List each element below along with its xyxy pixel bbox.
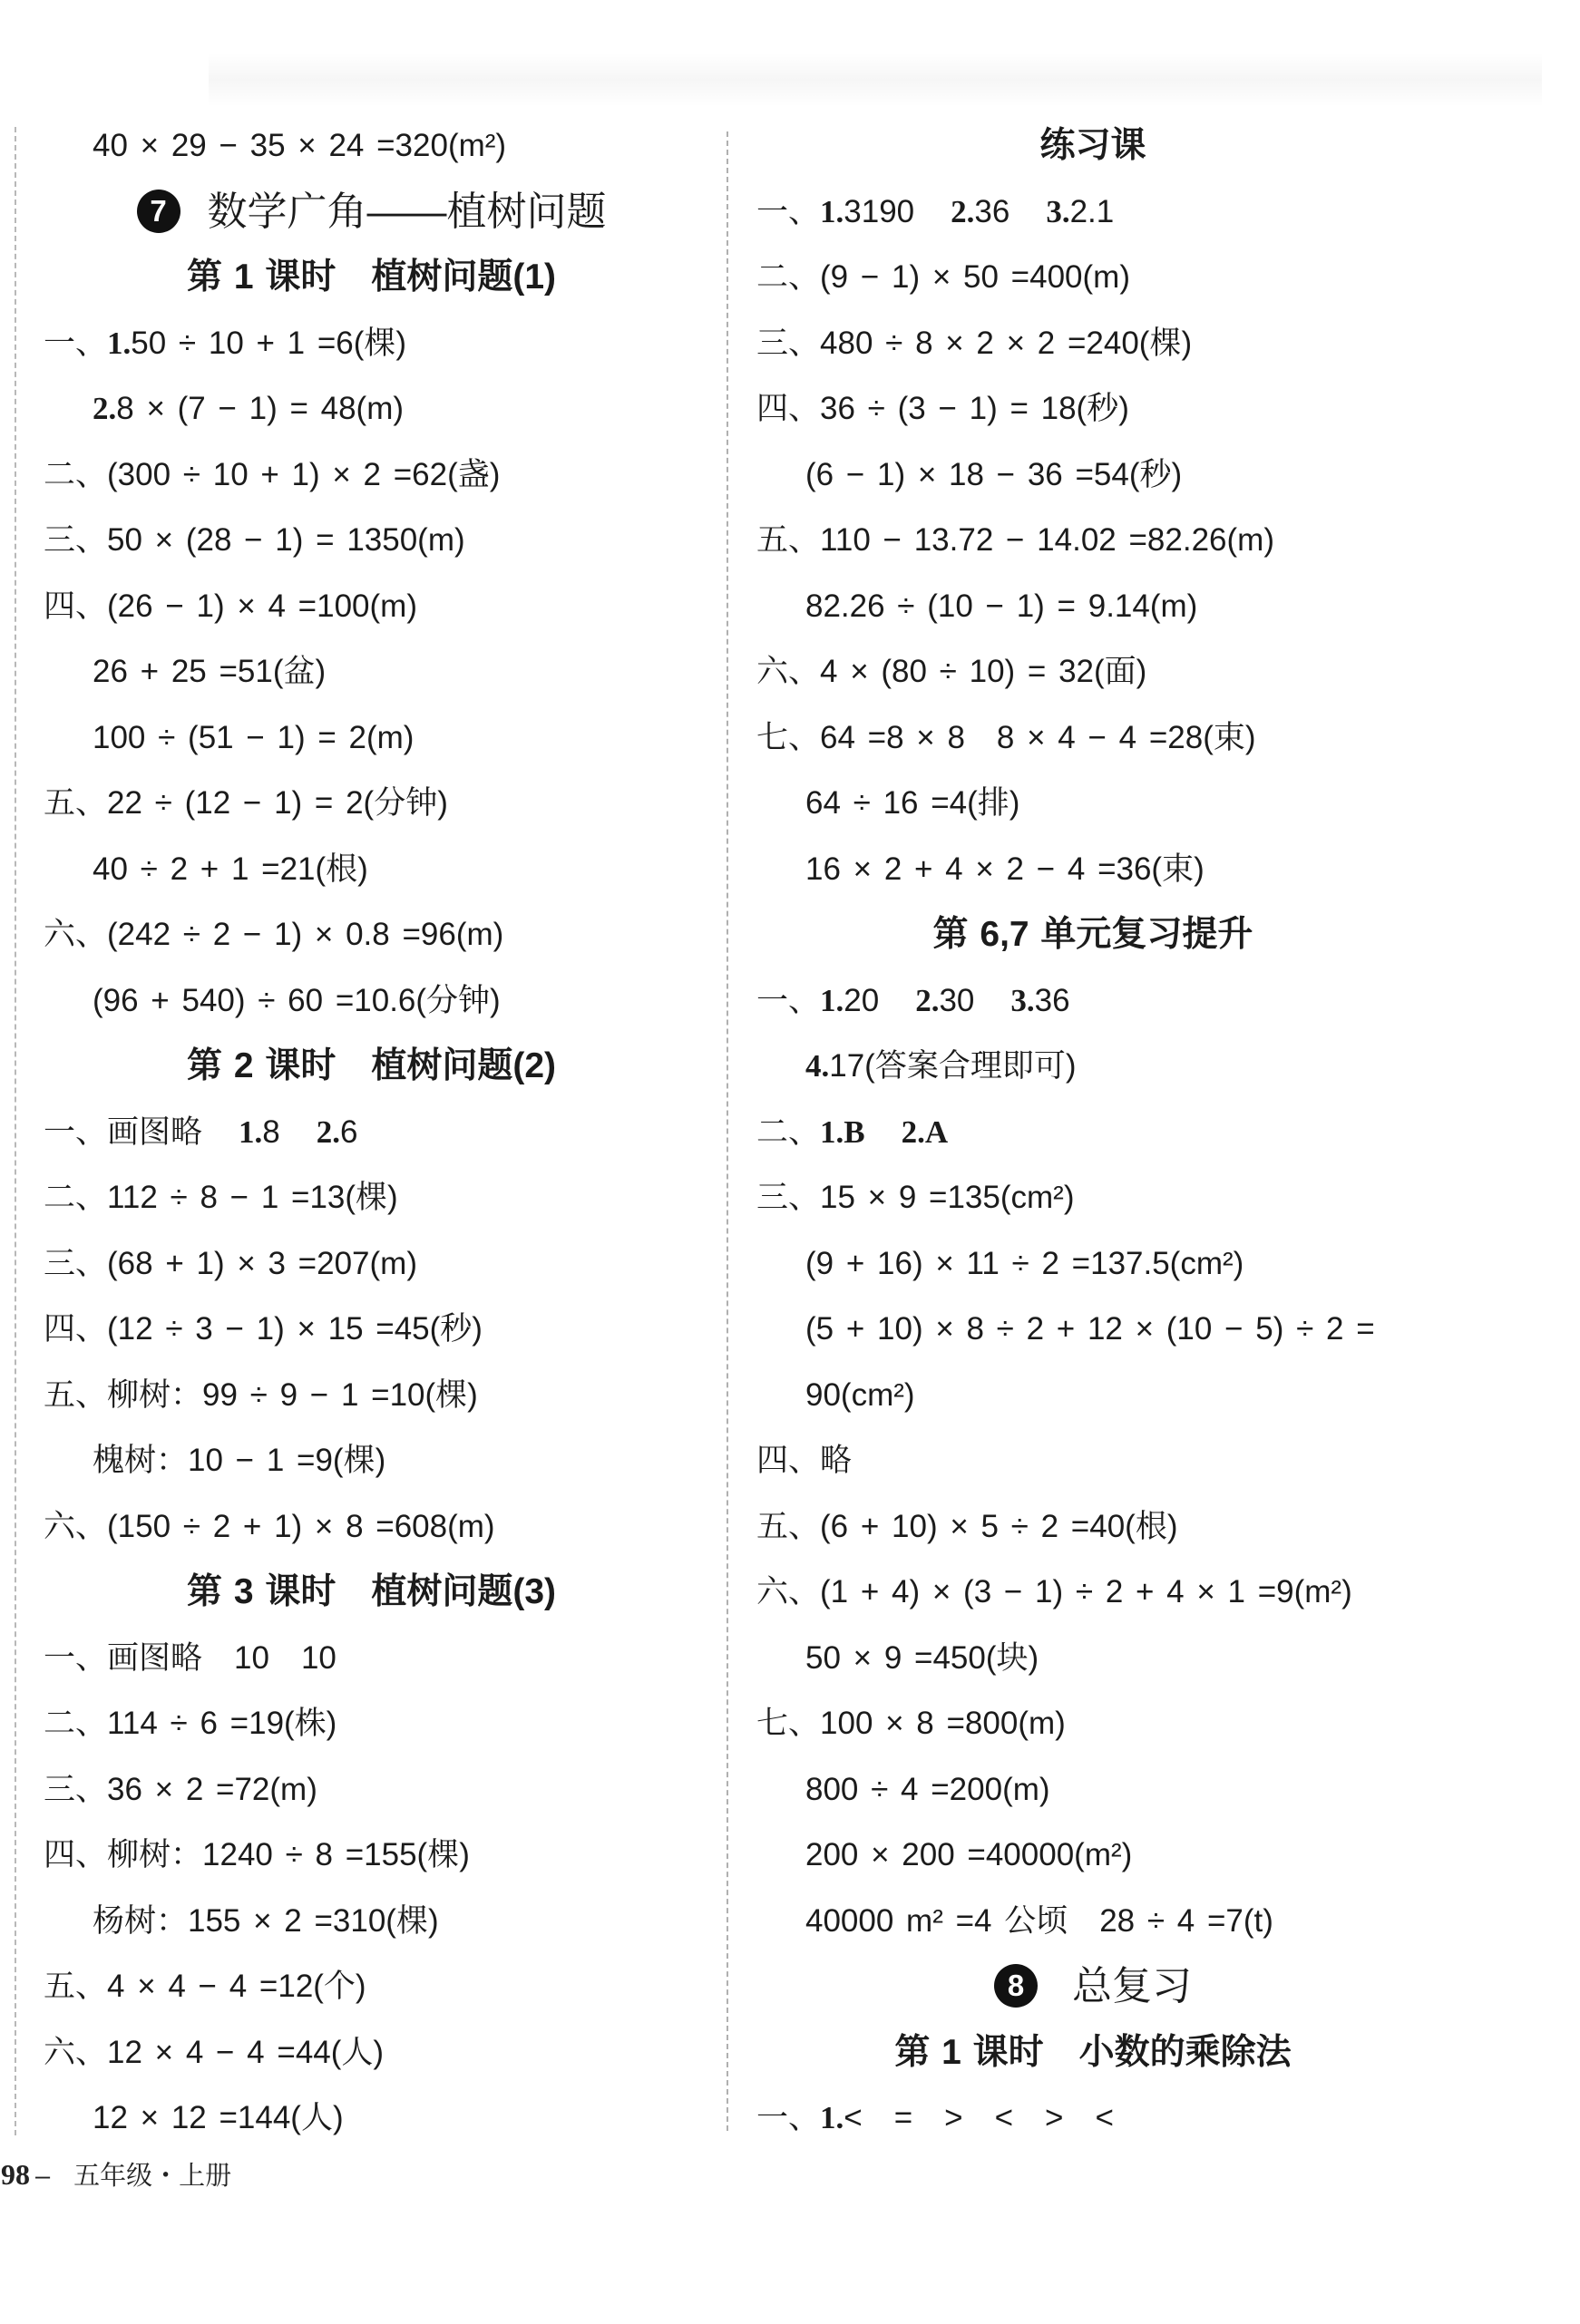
answer-text: 8 × (7 − 1) = 48(m) <box>116 391 405 426</box>
answer-text: (1 + 4) × (3 − 1) ÷ 2 + 4 × 1 =9(m²) <box>820 1574 1352 1609</box>
question-label: 一、 <box>756 193 821 229</box>
book-label: 五年级・上册 <box>73 2162 232 2191</box>
answer-text: (300 ÷ 10 + 1) × 2 =62(盏) <box>107 456 501 492</box>
answer-part <box>902 1114 949 1150</box>
question-label: 二、 <box>44 1706 108 1741</box>
answer-part <box>820 983 879 1018</box>
answer-line <box>44 1691 699 1757</box>
answer-line <box>44 574 699 640</box>
carry-over-answer: 40 × 29 − 35 × 24 =320(m²) <box>93 128 507 163</box>
item-number: 2. <box>93 391 117 426</box>
question-label: 六、 <box>756 1574 821 1609</box>
answer-text: 2.1 <box>1069 193 1115 229</box>
question-label: 一、 <box>44 325 108 361</box>
answer-text: 64 ÷ 16 =4(排) <box>805 785 1020 821</box>
answer-line <box>44 1626 699 1692</box>
question-label: 六、 <box>756 654 821 689</box>
answer-text: 36 <box>974 193 1010 229</box>
answer-part <box>1010 983 1069 1018</box>
answer-line <box>44 1757 699 1823</box>
answer-part <box>951 194 1009 229</box>
question-label: 二、 <box>756 1113 821 1150</box>
answer-line <box>756 1100 1429 1166</box>
page-edge-line <box>15 127 16 2135</box>
item-number: 1. <box>820 982 844 1018</box>
answer-text: (5 + 10) × 8 ÷ 2 + 12 × (10 − 5) ÷ 2 = <box>805 1311 1375 1347</box>
answer-text: B <box>844 1113 865 1150</box>
answer-text: 画图略 <box>107 1113 203 1150</box>
answer-line <box>44 1363 699 1429</box>
answer-text: (68 + 1) × 3 =207(m) <box>107 1245 417 1281</box>
answer-text: 12 × 12 =144(人) <box>93 2100 344 2135</box>
answer-text: 112 ÷ 8 − 1 =13(棵) <box>107 1180 398 1215</box>
item-number: 4. <box>805 1048 830 1084</box>
answer-text: 6 <box>340 1113 358 1150</box>
answer-line <box>44 442 699 509</box>
question-label: 五、 <box>756 522 821 558</box>
unit-number-badge: 8 <box>994 1964 1038 2008</box>
answer-line <box>756 376 1429 442</box>
answer-line <box>44 1823 699 1889</box>
answer-line <box>756 639 1429 705</box>
answer-line <box>756 180 1429 246</box>
answer-line <box>756 705 1429 772</box>
answer-line <box>44 902 699 968</box>
answer-text: 64 =8 × 8 8 × 4 − 4 =28(束) <box>820 719 1256 755</box>
answer-text: 4 × (80 ÷ 10) = 32(面) <box>820 654 1147 689</box>
answer-line <box>756 1823 1429 1889</box>
answer-line <box>756 574 1429 640</box>
item-number: 2. <box>951 193 975 229</box>
answer-line <box>756 1691 1429 1757</box>
answer-text: 480 ÷ 8 × 2 × 2 =240(棵) <box>820 325 1193 361</box>
answer-line <box>756 311 1429 377</box>
answer-line <box>44 508 699 574</box>
lesson-title: 第 3 课时 植树问题(3) <box>186 1572 557 1611</box>
answer-line <box>44 837 699 903</box>
answer-line <box>44 1889 699 1955</box>
answer-part <box>317 1114 358 1150</box>
answer-text: (96 + 540) ÷ 60 =10.6(分钟) <box>93 982 501 1018</box>
answer-text: 柳树：99 ÷ 9 − 1 =10(棵) <box>107 1376 478 1413</box>
answer-text: 30 <box>939 982 975 1018</box>
answer-line <box>44 1297 699 1363</box>
question-label: 四、 <box>756 391 821 426</box>
answer-line <box>756 1231 1429 1298</box>
lesson-title: 第 2 课时 植树问题(2) <box>186 1046 557 1085</box>
answer-text: (9 − 1) × 50 =400(m) <box>820 259 1130 295</box>
question-label: 六、 <box>44 1508 108 1544</box>
question-label: 五、 <box>44 1376 108 1413</box>
answer-line <box>44 1494 699 1561</box>
answer-line <box>756 837 1429 903</box>
answer-part <box>915 983 974 1018</box>
question-label: 七、 <box>756 719 821 755</box>
answer-line <box>44 639 699 705</box>
answer-line <box>756 1165 1429 1231</box>
answer-line <box>44 2020 699 2086</box>
question-label: 四、 <box>44 1311 108 1347</box>
answer-line <box>756 1297 1429 1363</box>
answer-line <box>756 1363 1429 1429</box>
question-label: 二、 <box>44 1180 108 1215</box>
answer-text: 36 <box>1034 982 1070 1018</box>
answer-line <box>756 508 1429 574</box>
answer-text: 3190 <box>844 193 915 229</box>
question-label: 二、 <box>756 259 821 295</box>
page-footer <box>1 2155 231 2193</box>
question-label: 四、 <box>756 1443 821 1478</box>
answer-text: 82.26 ÷ (10 − 1) = 9.14(m) <box>805 588 1198 624</box>
answer-text: 90(cm²) <box>805 1376 915 1413</box>
lesson-title: 第 1 课时 小数的乘除法 <box>894 2032 1292 2072</box>
answer-text: 槐树：10 − 1 =9(棵) <box>93 1443 386 1478</box>
answer-text: 100 × 8 =800(m) <box>820 1706 1066 1741</box>
answer-text: (242 ÷ 2 − 1) × 0.8 =96(m) <box>107 917 504 952</box>
question-label: 三、 <box>44 522 108 558</box>
answer-line <box>756 442 1429 509</box>
answer-line <box>756 1034 1429 1100</box>
answer-text: (9 + 16) × 11 ÷ 2 =137.5(cm²) <box>805 1245 1244 1281</box>
answer-text: 8 <box>262 1113 280 1150</box>
item-number: 2. <box>915 982 940 1018</box>
question-label: 五、 <box>756 1508 821 1544</box>
lesson-title: 练习课 <box>1039 126 1146 165</box>
question-label: 一、 <box>44 1113 108 1150</box>
answer-text: 50 ÷ 10 + 1 =6(棵) <box>131 325 407 361</box>
answer-line <box>44 771 699 837</box>
question-label: 六、 <box>44 2034 108 2070</box>
answer-line <box>44 376 699 442</box>
answer-line <box>756 2086 1429 2152</box>
answer-text: (6 − 1) × 18 − 36 =54(秒) <box>805 456 1183 492</box>
unit-title: 总复习 <box>1072 1964 1192 2008</box>
question-label: 六、 <box>44 917 108 952</box>
left-column <box>44 113 699 2152</box>
question-label: 三、 <box>756 1180 821 1215</box>
answer-text: 15 × 9 =135(cm²) <box>820 1180 1075 1215</box>
question-label: 五、 <box>44 1969 108 2004</box>
scan-shading <box>209 53 1542 107</box>
answer-line <box>44 705 699 772</box>
answer-text: 画图略 10 10 <box>107 1639 336 1676</box>
item-number: 1. <box>820 2100 844 2135</box>
item-number: 1. <box>239 1113 263 1150</box>
answer-line <box>44 1165 699 1231</box>
answer-text: 100 ÷ (51 − 1) = 2(m) <box>93 719 415 755</box>
unit-heading <box>44 180 699 246</box>
answer-line <box>756 245 1429 311</box>
question-label: 一、 <box>756 2100 821 2135</box>
answer-text: 50 × (28 − 1) = 1350(m) <box>107 522 465 558</box>
answer-line <box>756 1626 1429 1692</box>
lesson-title: 第 6,7 单元复习提升 <box>932 915 1253 954</box>
answer-text: (26 − 1) × 4 =100(m) <box>107 588 417 624</box>
item-number: 2. <box>316 1113 340 1150</box>
item-number: 3. <box>1010 982 1035 1018</box>
question-label: 三、 <box>756 325 821 361</box>
answer-part <box>820 1114 865 1150</box>
answer-line <box>756 1757 1429 1823</box>
answer-text: 114 ÷ 6 =19(株) <box>107 1706 337 1741</box>
answer-text: 40 ÷ 2 + 1 =21(根) <box>93 851 368 887</box>
answer-part <box>1046 194 1114 229</box>
answer-text: < = > < > < <box>844 2100 1114 2135</box>
question-label: 三、 <box>44 1245 108 1281</box>
answer-text: 略 <box>820 1443 853 1478</box>
answer-part <box>239 1114 280 1150</box>
answer-text: (12 ÷ 3 − 1) × 15 =45(秒) <box>107 1311 483 1347</box>
item-number: 1. <box>107 325 132 361</box>
question-label: 四、 <box>44 588 108 624</box>
answer-line <box>756 1494 1429 1561</box>
answer-text: 12 × 4 − 4 =44(人) <box>107 2034 385 2070</box>
answer-text: 50 × 9 =450(块) <box>805 1639 1039 1676</box>
answer-line <box>756 968 1429 1035</box>
right-column <box>756 113 1429 2152</box>
answer-text: 26 + 25 =51(盆) <box>93 654 327 689</box>
unit-heading <box>756 1954 1429 2020</box>
answer-text: 110 − 13.72 − 14.02 =82.26(m) <box>820 522 1274 558</box>
item-number: 2. <box>901 1113 925 1150</box>
item-number: 1. <box>820 1113 844 1150</box>
answer-text: 22 ÷ (12 − 1) = 2(分钟) <box>107 785 448 821</box>
answer-line <box>44 1428 699 1494</box>
question-label: 三、 <box>44 1771 108 1807</box>
answer-text: 柳树：1240 ÷ 8 =155(棵) <box>107 1837 470 1872</box>
answer-text: 17(答案合理即可) <box>829 1048 1077 1084</box>
page-number: 98 <box>1 2158 30 2191</box>
answer-text: 36 × 2 =72(m) <box>107 1771 317 1807</box>
question-label: 一、 <box>44 1639 108 1676</box>
answer-text: (150 ÷ 2 + 1) × 8 =608(m) <box>107 1508 495 1544</box>
answer-text: 200 × 200 =40000(m²) <box>805 1837 1133 1872</box>
answer-part <box>820 194 914 229</box>
answer-line <box>44 311 699 377</box>
answer-text: A <box>924 1113 949 1150</box>
answer-text: 16 × 2 + 4 × 2 − 4 =36(束) <box>805 851 1205 887</box>
lesson-title: 第 1 课时 植树问题(1) <box>186 258 557 297</box>
question-label: 五、 <box>44 785 108 821</box>
item-number: 3. <box>1046 193 1070 229</box>
answer-line <box>756 1889 1429 1955</box>
question-label: 一、 <box>756 982 821 1018</box>
answer-line <box>44 2086 699 2152</box>
answer-line <box>756 1428 1429 1494</box>
answer-text: (6 + 10) × 5 ÷ 2 =40(根) <box>820 1508 1178 1544</box>
column-divider <box>727 131 728 2131</box>
answer-text: 800 ÷ 4 =200(m) <box>805 1771 1050 1807</box>
answer-line <box>756 771 1429 837</box>
answer-line <box>44 1100 699 1166</box>
unit-title: 数学广角——植树问题 <box>207 189 607 234</box>
unit-number-badge: 7 <box>137 190 180 233</box>
answer-line <box>44 1231 699 1298</box>
item-number: 1. <box>820 193 844 229</box>
question-label: 四、 <box>44 1837 108 1872</box>
footer-dash: – <box>35 2162 51 2191</box>
answer-line <box>756 1560 1429 1626</box>
answer-line <box>44 113 699 180</box>
question-label: 七、 <box>756 1706 821 1741</box>
question-label: 二、 <box>44 456 108 492</box>
answer-text: 20 <box>844 982 880 1018</box>
answer-line <box>44 1954 699 2020</box>
answer-text: 4 × 4 − 4 =12(个) <box>107 1969 366 2004</box>
answer-line <box>44 968 699 1035</box>
answer-text: 40000 m² =4 公顷 28 ÷ 4 =7(t) <box>805 1902 1273 1939</box>
answer-text: 36 ÷ (3 − 1) = 18(秒) <box>820 391 1129 426</box>
answer-text: 杨树：155 × 2 =310(棵) <box>93 1902 439 1939</box>
